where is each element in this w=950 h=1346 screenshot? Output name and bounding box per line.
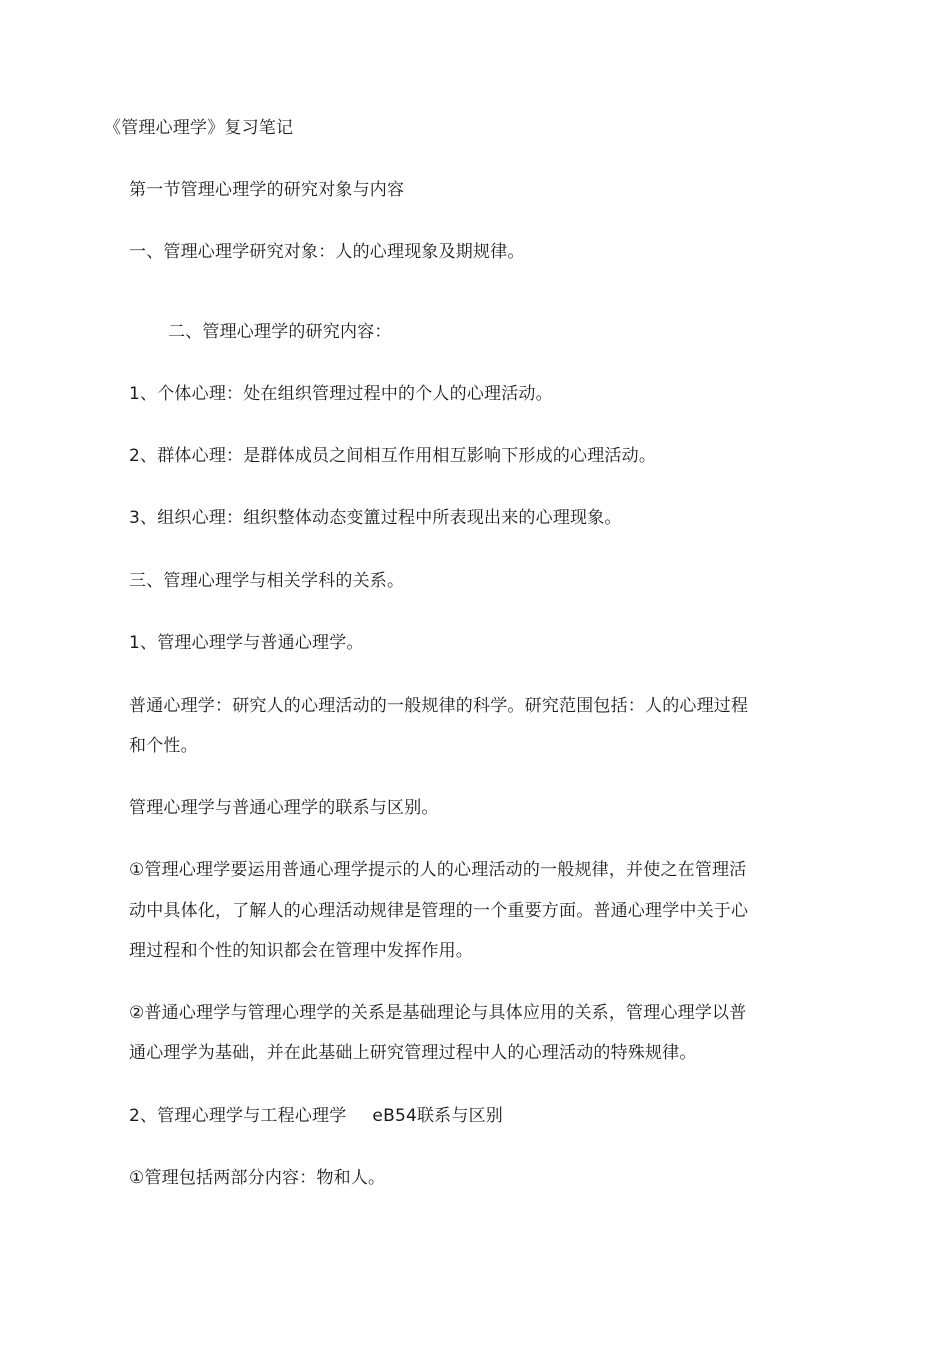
list-item-organization-psychology: 3、组织心理：组织整体动态变簠过程中所表现出来的心理现象。 <box>129 508 622 528</box>
list-item-group-psychology: 2、群体心理：是群体成员之间相互作用相互影响下形成的心理活动。 <box>129 446 657 466</box>
point1-line1: ①管理心理学要运用普通心理学提示的人的心理活动的一般规律，并使之在管理活 <box>129 860 747 880</box>
paragraph-research-object: 一、管理心理学研究对象：人的心理现象及期规律。 <box>129 242 525 262</box>
point2-line2: 通心理学为基础，并在此基础上研究管理过程中人的心理活动的特殊规律。 <box>129 1043 697 1063</box>
document-title: 《管理心理学》复习笔记 <box>104 118 294 138</box>
paragraph-related-disciplines: 三、管理心理学与相关学科的关系。 <box>129 571 405 591</box>
list-item-individual-psychology: 1、个体心理：处在组织管理过程中的个人的心理活动。 <box>129 384 553 404</box>
paragraph-general-psychology-line2: 和个性。 <box>129 736 198 756</box>
paragraph-relation-heading: 管理心理学与普通心理学的联系与区别。 <box>129 798 439 818</box>
engineering-psychology-relation: eB54联系与区别 <box>372 1106 503 1126</box>
engineering-psychology-label: 2、管理心理学与工程心理学 <box>129 1106 347 1126</box>
point1-line2: 动中具体化，了解人的心理活动规律是管理的一个重要方面。普通心理学中关于心 <box>129 901 749 921</box>
paragraph-research-content: 二、管理心理学的研究内容： <box>168 322 392 342</box>
paragraph-general-psychology-line1: 普通心理学：研究人的心理活动的一般规律的科学。研究范围包括：人的心理过程 <box>129 696 749 716</box>
point1-line3: 理过程和个性的知识都会在管理中发挥作用。 <box>129 941 473 961</box>
section-heading: 第一节管理心理学的研究对象与内容 <box>129 180 405 200</box>
engineering-point1: ①管理包括两部分内容：物和人。 <box>129 1168 386 1188</box>
list-item-engineering-psychology <box>129 1106 503 1126</box>
point2-line1: ②普通心理学与管理心理学的关系是基础理论与具体应用的关系，管理心理学以普 <box>129 1003 747 1023</box>
list-item-general-psychology: 1、管理心理学与普通心理学。 <box>129 633 364 653</box>
